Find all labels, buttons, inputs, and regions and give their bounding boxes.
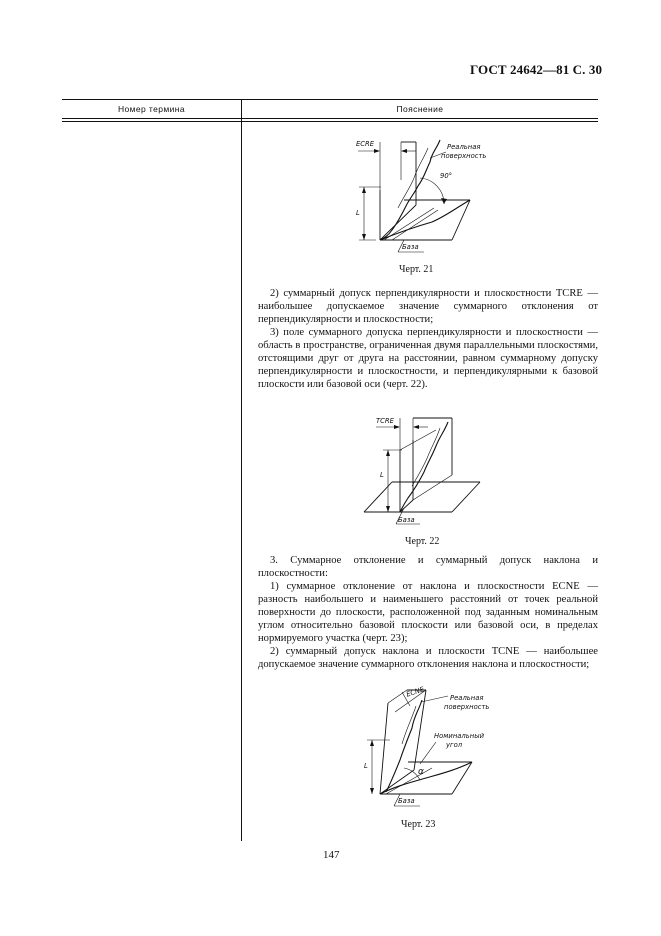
fig23-alpha-label: α [418,767,424,777]
fig23-base-label: База [398,797,415,805]
paragraph: 2) суммарный допуск перпендикулярности и плоскостности TCRE — наибольшее допускаемое значение суммарного отклонения от перпендикулярности и плоскостности; [258,288,598,325]
page-header-reference: ГОСТ 24642—81 С. 30 [470,62,603,77]
fig21-base-label: База [402,243,419,251]
fig21-real-surface-label-1: Реальная [447,143,481,151]
column-header-explanation: Пояснение [396,104,444,114]
fig23-nominal-angle-label-2: угол [446,741,463,749]
column-header-term-number: Номер термина [118,104,185,114]
fig23-ecne-label: ECNE [405,685,426,699]
fig22-tcre-label: TCRE [376,417,394,425]
fig22-caption: Черт. 22 [405,536,440,547]
fig22-base-label: База [398,516,415,524]
fig21-real-surface-label-2: поверхность [441,152,487,160]
fig23-nominal-angle-label-1: Номинальный [434,732,485,740]
fig21-ecre-label: ECRE [356,140,375,148]
paragraph: 1) суммарное отклонение от наклона и плоскостности ECNE — разность наибольшего и наименьшего расстояний от точек реальной поверхности до плоскости, расположенной под заданным номинальным углом относительно базовой плоскости или базовой оси, в пределах нормируемого участка (черт. 23); [258,581,598,644]
paragraph: 2) суммарный допуск наклона и плоскости TCNE — наибольшее допускаемое значение суммарного отклонения наклона и плоскостности; [258,646,598,670]
fig23-real-surface-label-2: поверхность [444,703,490,711]
fig21-angle-label: 90° [440,172,453,180]
fig21-caption: Черт. 21 [399,264,434,275]
page-number: 147 [323,849,340,861]
fig23-real-surface-label-1: Реальная [450,694,484,702]
fig21-l-label: L [356,209,360,217]
fig22-l-label: L [380,471,384,479]
paragraph: 3. Суммарное отклонение и суммарный допуск наклона и плоскостности: [258,555,598,579]
paragraph: 3) поле суммарного допуска перпендикулярности и плоскостности — область в пространстве, ограниченная двумя параллельными плоскостями, отстоящими друг от друга на расстоянии, равном суммарному допуску перпендикулярности и плоскостности, и перпендикулярными к базовой плоскости или базовой оси (черт. 22). [258,327,598,390]
fig23-caption: Черт. 23 [401,819,436,830]
fig23-l-label: L [364,762,368,770]
